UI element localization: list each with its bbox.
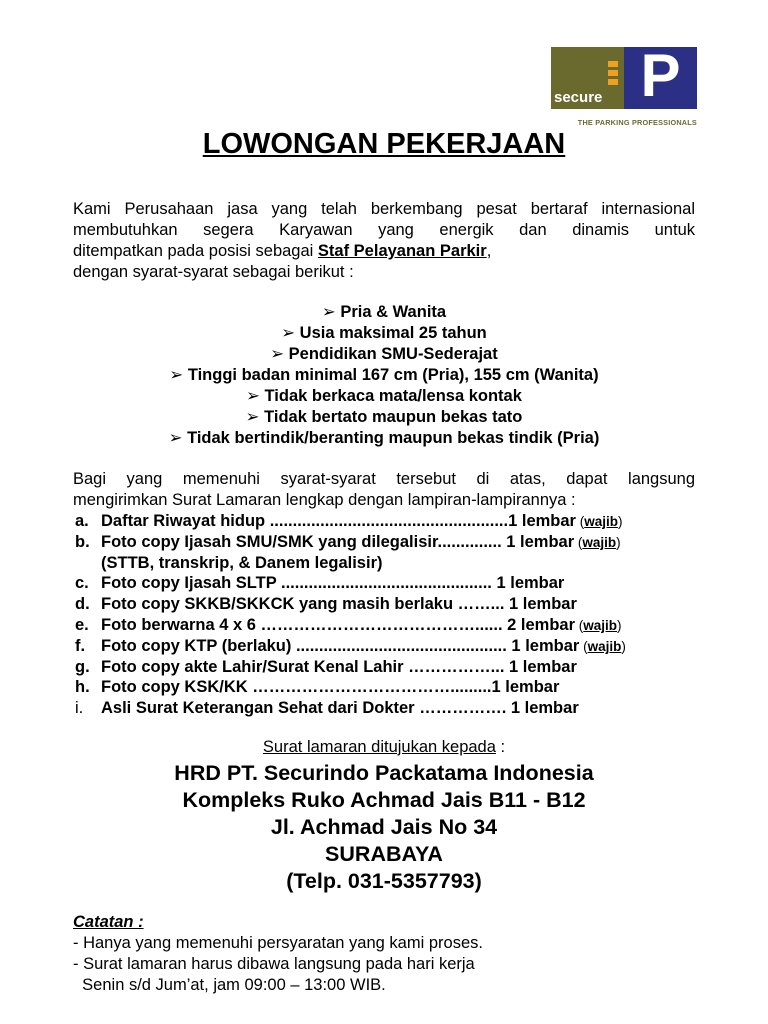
document-qty: 1 lembar: [491, 574, 565, 593]
requirement-item: [0, 428, 768, 449]
document-name: Foto copy Ijasah SLTP: [101, 574, 282, 593]
document-leader: ……………...: [408, 657, 505, 676]
requirement-text: Tidak bertindik/beranting maupun bekas tindik (Pria): [187, 429, 600, 447]
document-qty: 1 lembar: [506, 636, 580, 655]
document-letter: g.: [75, 657, 90, 676]
address-intro: [0, 738, 768, 757]
job-position: Staf Pelayanan Parkir: [317, 242, 487, 260]
address-intro-text: Surat lamaran ditujukan kepada: [262, 738, 496, 756]
document-leader: ..............: [437, 532, 502, 551]
wajib-label: wajib: [587, 638, 622, 654]
document-qty: 1 lembar: [506, 699, 579, 718]
paren-open: (: [579, 638, 588, 654]
documents-list: [73, 511, 695, 719]
document-letter: e.: [75, 615, 89, 634]
document-leader: ……...: [457, 595, 505, 614]
intro-line-1: Kami Perusahaan jasa yang telah berkembang pesat bertaraf internasional: [73, 200, 695, 218]
document-name: Asli Surat Keterangan Sehat dari Dokter: [101, 699, 420, 718]
document-leader: ..............................................: [281, 574, 492, 593]
document-name: Foto copy Ijasah SMU/SMK yang dilegalisir: [101, 532, 438, 551]
intro-line-2: membutuhkan segera Karyawan yang energik dan dinamis untuk: [73, 221, 695, 239]
document-text: [101, 573, 564, 594]
document-item: [73, 677, 695, 698]
logo-tagline: THE PARKING PROFESSIONALS: [577, 118, 697, 127]
document-name: Foto copy akte Lahir/Surat Kenal Lahir: [101, 657, 409, 676]
requirements-list: [0, 302, 768, 449]
paren-close: ): [617, 617, 622, 633]
document-name: Daftar Riwayat hidup: [101, 512, 270, 530]
document-item: [73, 573, 695, 594]
document-text: [101, 553, 382, 574]
document-qty: 1 lembar: [508, 512, 576, 530]
logo-word: secure: [554, 89, 603, 106]
logo-mark: [551, 42, 697, 109]
document-name: Foto copy SKKB/SKKCK yang masih berlaku: [101, 595, 458, 614]
requirement-item: [0, 365, 768, 386]
document-name: (STTB, transkrip, & Danem legalisir): [101, 553, 383, 572]
document-letter: d.: [75, 595, 90, 614]
document-item: [73, 615, 695, 636]
company-logo: [551, 42, 697, 129]
wajib-label: wajib: [584, 514, 618, 529]
requirement-item: [0, 302, 768, 323]
document-text: [101, 677, 559, 698]
requirement-text: Usia maksimal 25 tahun: [299, 324, 487, 342]
bullet-arrow-icon: ➢: [245, 408, 260, 426]
intro-paragraph: [73, 199, 695, 283]
requirement-text: Tinggi badan minimal 167 cm (Pria), 155 cm (Wanita): [187, 366, 599, 384]
note-line: - Hanya yang memenuhi persyaratan yang kami proses.: [73, 934, 483, 952]
paren-close: ): [616, 534, 621, 550]
intro-line-3-suffix: ,: [486, 242, 492, 260]
document-item: [73, 553, 695, 574]
document-name: Foto berwarna 4 x 6: [101, 615, 261, 634]
document-letter: b.: [75, 532, 90, 551]
document-qty: 1 lembar: [504, 657, 577, 676]
paren-close: ): [617, 514, 623, 529]
document-leader: …………………………………......: [260, 615, 503, 634]
document-letter: h.: [75, 678, 90, 697]
intro-line-4: dengan syarat-syarat sebagai berikut :: [73, 263, 354, 281]
address-intro-colon: :: [495, 738, 506, 756]
intro-line-3-prefix: ditempatkan pada posisi sebagai: [73, 242, 318, 260]
logo-left-panel: [551, 47, 624, 109]
apply-paragraph: [73, 469, 695, 511]
note-line: - Surat lamaran harus dibawa langsung pada hari kerja: [73, 955, 475, 973]
wajib-label: wajib: [583, 617, 618, 633]
requirement-item: [0, 386, 768, 407]
document-letter: f.: [75, 636, 86, 655]
requirement-text: Pendidikan SMU-Sederajat: [288, 345, 498, 363]
address-line: (Telp. 031-5357793): [286, 869, 482, 893]
document-text: [101, 698, 579, 719]
paren-close: ): [621, 638, 626, 654]
requirement-text: Tidak berkaca mata/lensa kontak: [264, 387, 522, 405]
document-qty: 2 lembar: [502, 615, 576, 634]
document-text: [101, 594, 577, 615]
document-leader: ....................................................: [269, 512, 509, 530]
bullet-arrow-icon: ➢: [281, 324, 296, 342]
note-line: Senin s/d Jum’at, jam 09:00 – 13:00 WIB.: [73, 976, 386, 994]
document-qty: 1 lembar: [491, 678, 560, 697]
document-leader: ……………………………….........: [252, 678, 492, 697]
document-qty: 1 lembar: [504, 595, 577, 614]
wajib-label: wajib: [582, 534, 617, 550]
apply-line-1: Bagi yang memenuhi syarat-syarat tersebut di atas, dapat langsung: [73, 470, 695, 488]
document-text: [101, 532, 621, 554]
document-text: [101, 615, 622, 637]
document-leader: ..............................................: [295, 636, 507, 655]
requirement-text: Tidak bertato maupun bekas tato: [264, 408, 523, 426]
document-name: Foto copy KTP (berlaku): [101, 636, 296, 655]
bullet-arrow-icon: ➢: [246, 387, 260, 405]
document-item: [73, 636, 695, 657]
address-line: Kompleks Ruko Achmad Jais B11 - B12: [182, 788, 586, 812]
requirement-item: [0, 344, 768, 365]
paren-open: (: [574, 534, 583, 550]
paren-open: (: [575, 514, 585, 529]
page-title: LOWONGAN PEKERJAAN: [202, 128, 566, 160]
notes-title: Catatan :: [73, 913, 144, 931]
intro-line-3: [73, 241, 695, 262]
address-line: HRD PT. Securindo Packatama Indonesia: [174, 761, 594, 785]
apply-line-2: mengirimkan Surat Lamaran lengkap dengan lampiran-lampirannya :: [73, 491, 576, 509]
document-leader: …………….: [419, 699, 507, 718]
document-text: [101, 511, 622, 533]
logo-letter: P: [640, 42, 681, 109]
notes-section: [73, 912, 695, 996]
logo-bars-icon: [608, 61, 618, 88]
document-item: [73, 511, 695, 532]
bullet-arrow-icon: ➢: [169, 366, 184, 384]
bullet-arrow-icon: ➢: [321, 303, 336, 321]
document-item: [73, 698, 695, 719]
requirement-item: [0, 407, 768, 428]
paren-open: (: [575, 617, 584, 633]
document-item: [73, 532, 695, 553]
document-letter: i.: [75, 699, 84, 718]
document-name: Foto copy KSK/KK: [101, 678, 253, 697]
document-qty: 1 lembar: [501, 532, 575, 551]
document-item: [73, 594, 695, 615]
bullet-arrow-icon: ➢: [168, 429, 183, 447]
document-item: [73, 657, 695, 678]
document-text: [101, 657, 577, 678]
requirement-text: Pria & Wanita: [340, 303, 447, 321]
document-text: [101, 636, 626, 658]
address-line: Jl. Achmad Jais No 34: [270, 815, 498, 839]
bullet-arrow-icon: ➢: [270, 345, 285, 363]
address-line: SURABAYA: [325, 842, 443, 866]
address-block: [0, 760, 768, 895]
document-letter: a.: [75, 512, 89, 530]
document-letter: c.: [75, 574, 89, 593]
requirement-item: [0, 323, 768, 344]
